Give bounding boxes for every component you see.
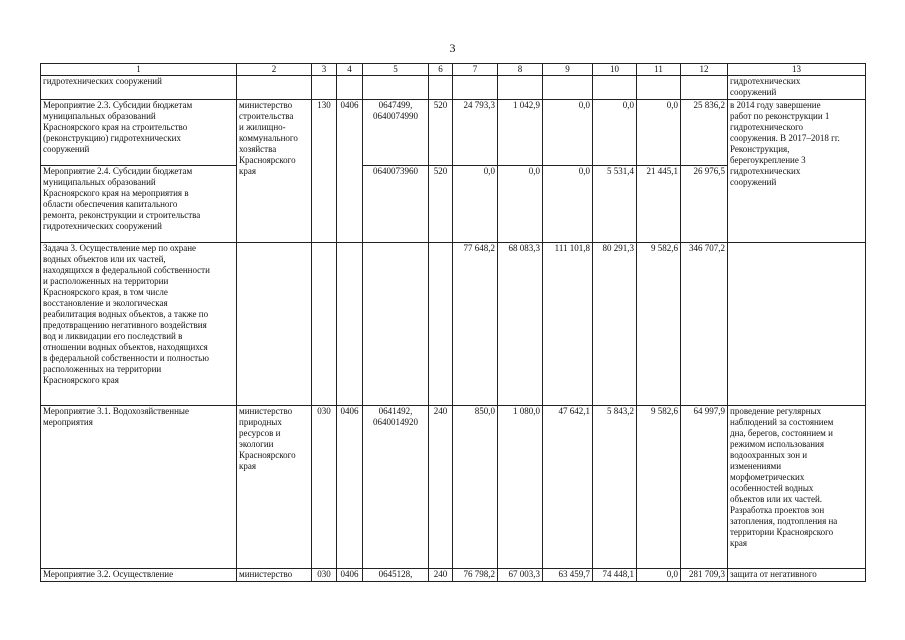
value-cell: 850,0 bbox=[453, 406, 498, 569]
column-number-row bbox=[41, 64, 866, 76]
result-cell: защита от негативного bbox=[728, 569, 866, 582]
value-cell: 9 582,6 bbox=[637, 243, 681, 406]
target-code: 0647499, 0640074990 bbox=[363, 100, 429, 166]
target-code: 0645128, bbox=[363, 569, 429, 582]
table-row bbox=[41, 76, 866, 100]
result-cell bbox=[728, 243, 866, 406]
measure-name: Мероприятие 3.2. Осуществление bbox=[41, 569, 237, 582]
col-header: 12 bbox=[681, 64, 728, 76]
col-header: 8 bbox=[498, 64, 543, 76]
col-header: 3 bbox=[312, 64, 337, 76]
value-cell: 5 531,4 bbox=[593, 166, 637, 243]
col-header: 10 bbox=[593, 64, 637, 76]
result-cell: гидротехнических сооружений bbox=[728, 76, 866, 100]
col-header: 9 bbox=[543, 64, 593, 76]
value-cell: 1 042,9 bbox=[498, 100, 543, 166]
col-header: 1 bbox=[41, 64, 237, 76]
col-header: 13 bbox=[728, 64, 866, 76]
col-header: 6 bbox=[429, 64, 453, 76]
value-cell: 24 793,3 bbox=[453, 100, 498, 166]
value-cell: 1 080,0 bbox=[498, 406, 543, 569]
value-cell: 0,0 bbox=[543, 166, 593, 243]
value-cell: 5 843,2 bbox=[593, 406, 637, 569]
table-row bbox=[41, 100, 866, 166]
col-header: 5 bbox=[363, 64, 429, 76]
value-cell: 77 648,2 bbox=[453, 243, 498, 406]
value-cell: 21 445,1 bbox=[637, 166, 681, 243]
grbs-code: 030 bbox=[312, 569, 337, 582]
target-code: 0641492, 0640014920 bbox=[363, 406, 429, 569]
value-cell: 74 448,1 bbox=[593, 569, 637, 582]
responsible-cell bbox=[237, 76, 312, 100]
col-header: 2 bbox=[237, 64, 312, 76]
value-cell: 80 291,3 bbox=[593, 243, 637, 406]
table-row bbox=[41, 406, 866, 569]
value-cell: 47 642,1 bbox=[543, 406, 593, 569]
table-row bbox=[41, 243, 866, 406]
grbs-code: 030 bbox=[312, 406, 337, 569]
responsible-cell: министерство строительства и жилищно- коммунального хозяйства Красноярского края bbox=[237, 100, 312, 243]
budget-table bbox=[40, 63, 866, 582]
target-code: 0640073960 bbox=[363, 166, 429, 243]
value-cell: 9 582,6 bbox=[637, 406, 681, 569]
value-cell: 68 083,3 bbox=[498, 243, 543, 406]
expense-type: 520 bbox=[429, 166, 453, 243]
section-code: 0406 bbox=[337, 406, 363, 569]
value-cell: 0,0 bbox=[637, 569, 681, 582]
table-row bbox=[41, 569, 866, 582]
responsible-cell bbox=[237, 243, 312, 406]
expense-type: 240 bbox=[429, 406, 453, 569]
col-header: 7 bbox=[453, 64, 498, 76]
section-code: 0406 bbox=[337, 569, 363, 582]
total-cell: 64 997,9 bbox=[681, 406, 728, 569]
result-cell: в 2014 году завершение работ по реконструкции 1 гидротехнического сооружения. В 2017–2018 гг. Реконструкция, берегоукрепление 3 гидротехнических сооружений bbox=[728, 100, 866, 243]
value-cell: 0,0 bbox=[498, 166, 543, 243]
measure-name: гидротехнических сооружений bbox=[41, 76, 237, 100]
value-cell: 0,0 bbox=[593, 100, 637, 166]
col-header: 11 bbox=[637, 64, 681, 76]
value-cell: 76 798,2 bbox=[453, 569, 498, 582]
section-code: 0406 bbox=[337, 100, 363, 243]
total-cell: 26 976,5 bbox=[681, 166, 728, 243]
responsible-cell: министерство bbox=[237, 569, 312, 582]
result-cell: проведение регулярных наблюдений за состоянием дна, берегов, состоянием и режимом использования водоохранных зон и изменениями морфометрических особенностей водных объектов или их частей. Разработка проектов зон затопления, подтопления на территории Красноярского края bbox=[728, 406, 866, 569]
value-cell: 0,0 bbox=[453, 166, 498, 243]
value-cell: 111 101,8 bbox=[543, 243, 593, 406]
expense-type: 520 bbox=[429, 100, 453, 166]
value-cell: 67 003,3 bbox=[498, 569, 543, 582]
measure-name: Мероприятие 2.4. Субсидии бюджетам муниципальных образований Красноярского края на мероприятия в области обеспечения капитального ремонта, реконструкции и строительства гидротехнических сооружений bbox=[41, 166, 237, 243]
value-cell: 63 459,7 bbox=[543, 569, 593, 582]
measure-name: Мероприятие 3.1. Водохозяйственные мероприятия bbox=[41, 406, 237, 569]
responsible-cell: министерство природных ресурсов и экологии Красноярского края bbox=[237, 406, 312, 569]
grbs-code: 130 bbox=[312, 100, 337, 243]
total-cell: 346 707,2 bbox=[681, 243, 728, 406]
col-header: 4 bbox=[337, 64, 363, 76]
total-cell: 281 709,3 bbox=[681, 569, 728, 582]
value-cell: 0,0 bbox=[637, 100, 681, 166]
total-cell: 25 836,2 bbox=[681, 100, 728, 166]
measure-name: Мероприятие 2.3. Субсидии бюджетам муниципальных образований Красноярского края на строительство (реконструкцию) гидротехнических сооружений bbox=[41, 100, 237, 166]
expense-type: 240 bbox=[429, 569, 453, 582]
page-number: 3 bbox=[449, 41, 456, 55]
value-cell: 0,0 bbox=[543, 100, 593, 166]
task-name: Задача 3. Осуществление мер по охране водных объектов или их частей, находящихся в федеральной собственности и расположенных на территории Красноярского края, в том числе восстановление и экологическая реабилитация водных объектов, а также по предотвращению негативного воздействия вод и ликвидации его последствий в отношении водных объектов, находящихся в федеральной собственности и полностью расположенных на территории Красноярского края bbox=[41, 243, 237, 406]
